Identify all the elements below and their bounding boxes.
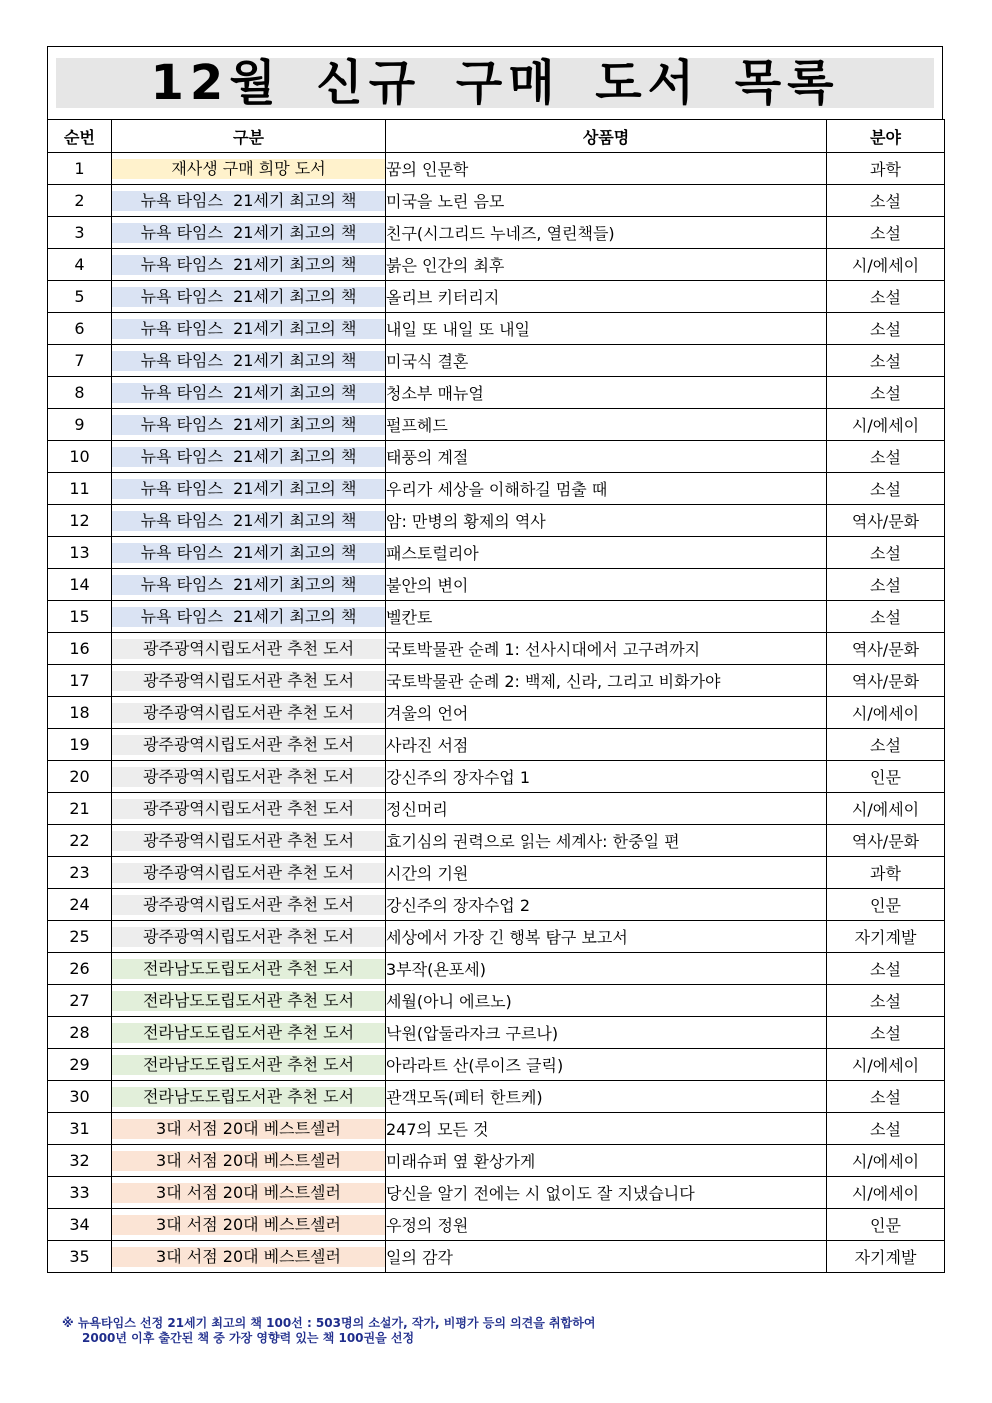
book-title: 내일 또 내일 또 내일 — [386, 313, 827, 345]
row-category-cell — [112, 569, 386, 601]
row-category-cell — [112, 313, 386, 345]
category-label: 뉴욕 타임스 21세기 최고의 책 — [112, 319, 385, 339]
row-category-cell — [112, 1113, 386, 1145]
row-category-cell — [112, 793, 386, 825]
row-number: 14 — [48, 569, 112, 601]
category-label: 뉴욕 타임스 21세기 최고의 책 — [112, 415, 385, 435]
book-field: 자기계발 — [827, 921, 945, 953]
book-field: 인문 — [827, 761, 945, 793]
category-label: 3대 서점 20대 베스트셀러 — [112, 1247, 385, 1267]
table-row — [48, 1241, 945, 1273]
row-category-cell — [112, 1177, 386, 1209]
category-label: 전라남도도립도서관 추천 도서 — [112, 991, 385, 1011]
category-label: 뉴욕 타임스 21세기 최고의 책 — [112, 511, 385, 531]
row-category-cell — [112, 697, 386, 729]
book-title: 세월(아니 에르노) — [386, 985, 827, 1017]
category-label: 뉴욕 타임스 21세기 최고의 책 — [112, 575, 385, 595]
row-number: 4 — [48, 249, 112, 281]
category-label: 뉴욕 타임스 21세기 최고의 책 — [112, 479, 385, 499]
book-title: 시간의 기원 — [386, 857, 827, 889]
book-field: 인문 — [827, 1209, 945, 1241]
column-header-field: 분야 — [827, 120, 945, 153]
table-row — [48, 825, 945, 857]
row-category-cell — [112, 345, 386, 377]
category-label: 광주광역시립도서관 추천 도서 — [112, 927, 385, 947]
book-title: 당신을 알기 전에는 시 없이도 잘 지냈습니다 — [386, 1177, 827, 1209]
table-row — [48, 185, 945, 217]
title-background — [56, 55, 934, 111]
category-label: 전라남도도립도서관 추천 도서 — [112, 1087, 385, 1107]
book-field: 소설 — [827, 1113, 945, 1145]
category-label: 뉴욕 타임스 21세기 최고의 책 — [112, 383, 385, 403]
book-field: 소설 — [827, 441, 945, 473]
row-category-cell — [112, 409, 386, 441]
book-title: 불안의 변이 — [386, 569, 827, 601]
table-row — [48, 1049, 945, 1081]
row-number: 20 — [48, 761, 112, 793]
row-number: 31 — [48, 1113, 112, 1145]
row-category-cell — [112, 825, 386, 857]
row-category-cell — [112, 281, 386, 313]
row-category-cell — [112, 889, 386, 921]
row-number: 21 — [48, 793, 112, 825]
row-category-cell — [112, 537, 386, 569]
book-field: 소설 — [827, 1017, 945, 1049]
row-category-cell — [112, 1049, 386, 1081]
book-field: 소설 — [827, 313, 945, 345]
book-field: 과학 — [827, 857, 945, 889]
table-row — [48, 1081, 945, 1113]
table-row — [48, 153, 945, 185]
page-title: 12월 신규 구매 도서 목록 — [150, 55, 840, 111]
table-row — [48, 985, 945, 1017]
row-number: 18 — [48, 697, 112, 729]
row-category-cell — [112, 217, 386, 249]
book-title: 태풍의 계절 — [386, 441, 827, 473]
table-row — [48, 953, 945, 985]
category-label: 3대 서점 20대 베스트셀러 — [112, 1119, 385, 1139]
category-label: 뉴욕 타임스 21세기 최고의 책 — [112, 255, 385, 275]
table-row — [48, 1113, 945, 1145]
book-title: 친구(시그리드 누네즈, 열린책들) — [386, 217, 827, 249]
category-label: 광주광역시립도서관 추천 도서 — [112, 639, 385, 659]
table-row — [48, 889, 945, 921]
table-row — [48, 505, 945, 537]
row-number: 17 — [48, 665, 112, 697]
book-field: 소설 — [827, 473, 945, 505]
row-category-cell — [112, 761, 386, 793]
book-list-table — [47, 119, 945, 1273]
category-label: 전라남도도립도서관 추천 도서 — [112, 959, 385, 979]
category-label: 3대 서점 20대 베스트셀러 — [112, 1215, 385, 1235]
book-field: 소설 — [827, 185, 945, 217]
table-row — [48, 1209, 945, 1241]
book-field: 소설 — [827, 281, 945, 313]
row-number: 25 — [48, 921, 112, 953]
row-category-cell — [112, 1081, 386, 1113]
column-header-no: 순번 — [48, 120, 112, 153]
row-category-cell — [112, 1241, 386, 1273]
book-field: 소설 — [827, 569, 945, 601]
book-title: 효기심의 권력으로 읽는 세계사: 한중일 편 — [386, 825, 827, 857]
book-title: 미국을 노린 음모 — [386, 185, 827, 217]
row-category-cell — [112, 441, 386, 473]
row-number: 22 — [48, 825, 112, 857]
book-field: 소설 — [827, 217, 945, 249]
book-title: 세상에서 가장 긴 행복 탐구 보고서 — [386, 921, 827, 953]
table-row — [48, 377, 945, 409]
row-number: 27 — [48, 985, 112, 1017]
row-category-cell — [112, 1209, 386, 1241]
category-label: 광주광역시립도서관 추천 도서 — [112, 831, 385, 851]
table-row — [48, 281, 945, 313]
book-title: 우리가 세상을 이해하길 멈출 때 — [386, 473, 827, 505]
row-number: 9 — [48, 409, 112, 441]
book-field: 역사/문화 — [827, 825, 945, 857]
category-label: 3대 서점 20대 베스트셀러 — [112, 1151, 385, 1171]
table-row — [48, 409, 945, 441]
category-label: 광주광역시립도서관 추천 도서 — [112, 895, 385, 915]
table-row — [48, 569, 945, 601]
book-field: 과학 — [827, 153, 945, 185]
book-title: 3부작(욘포세) — [386, 953, 827, 985]
book-field: 시/에세이 — [827, 793, 945, 825]
book-title: 사라진 서점 — [386, 729, 827, 761]
table-row — [48, 217, 945, 249]
table-header-row — [48, 120, 945, 153]
category-label: 광주광역시립도서관 추천 도서 — [112, 735, 385, 755]
row-number: 6 — [48, 313, 112, 345]
row-number: 28 — [48, 1017, 112, 1049]
row-number: 16 — [48, 633, 112, 665]
category-label: 광주광역시립도서관 추천 도서 — [112, 767, 385, 787]
category-label: 광주광역시립도서관 추천 도서 — [112, 671, 385, 691]
table-row — [48, 665, 945, 697]
row-category-cell — [112, 921, 386, 953]
footnote-line-1: ※ 뉴욕타임스 선정 21세기 최고의 책 100선 : 503명의 소설가, 작가, 비평가 등의 의견을 취합하여 — [62, 1316, 596, 1330]
book-field: 시/에세이 — [827, 1049, 945, 1081]
book-field: 시/에세이 — [827, 409, 945, 441]
book-field: 소설 — [827, 953, 945, 985]
table-row — [48, 345, 945, 377]
table-row — [48, 729, 945, 761]
table-row — [48, 793, 945, 825]
book-title: 일의 감각 — [386, 1241, 827, 1273]
column-header-title: 상품명 — [386, 120, 827, 153]
row-number: 8 — [48, 377, 112, 409]
row-number: 33 — [48, 1177, 112, 1209]
book-title: 관객모독(페터 한트케) — [386, 1081, 827, 1113]
table-row — [48, 1145, 945, 1177]
book-title: 우정의 정원 — [386, 1209, 827, 1241]
category-label: 뉴욕 타임스 21세기 최고의 책 — [112, 447, 385, 467]
book-field: 소설 — [827, 537, 945, 569]
category-label: 뉴욕 타임스 21세기 최고의 책 — [112, 607, 385, 627]
book-title: 아라라트 산(루이즈 글릭) — [386, 1049, 827, 1081]
book-field: 소설 — [827, 345, 945, 377]
book-title: 강신주의 장자수업 2 — [386, 889, 827, 921]
category-label: 뉴욕 타임스 21세기 최고의 책 — [112, 223, 385, 243]
row-number: 3 — [48, 217, 112, 249]
book-field: 역사/문화 — [827, 633, 945, 665]
book-field: 인문 — [827, 889, 945, 921]
book-title: 겨울의 언어 — [386, 697, 827, 729]
row-category-cell — [112, 1017, 386, 1049]
category-label: 재사생 구매 희망 도서 — [112, 159, 385, 179]
row-category-cell — [112, 1145, 386, 1177]
row-category-cell — [112, 729, 386, 761]
book-field: 역사/문화 — [827, 505, 945, 537]
table-row — [48, 313, 945, 345]
book-field: 소설 — [827, 601, 945, 633]
category-label: 뉴욕 타임스 21세기 최고의 책 — [112, 543, 385, 563]
row-number: 29 — [48, 1049, 112, 1081]
book-field: 소설 — [827, 729, 945, 761]
row-number: 32 — [48, 1145, 112, 1177]
book-field: 자기계발 — [827, 1241, 945, 1273]
table-row — [48, 633, 945, 665]
book-title: 낙원(압둘라자크 구르나) — [386, 1017, 827, 1049]
book-field: 시/에세이 — [827, 1145, 945, 1177]
book-title: 암: 만병의 황제의 역사 — [386, 505, 827, 537]
table-row — [48, 441, 945, 473]
footnote — [62, 1316, 922, 1346]
column-header-category: 구분 — [112, 120, 386, 153]
category-label: 3대 서점 20대 베스트셀러 — [112, 1183, 385, 1203]
row-number: 13 — [48, 537, 112, 569]
book-title: 붉은 인간의 최후 — [386, 249, 827, 281]
table-row — [48, 249, 945, 281]
category-label: 광주광역시립도서관 추천 도서 — [112, 703, 385, 723]
book-field: 시/에세이 — [827, 697, 945, 729]
row-category-cell — [112, 953, 386, 985]
table-row — [48, 601, 945, 633]
table-row — [48, 1017, 945, 1049]
book-title: 미국식 결혼 — [386, 345, 827, 377]
book-title: 국토박물관 순례 2: 백제, 신라, 그리고 비화가야 — [386, 665, 827, 697]
title-box — [47, 47, 943, 119]
table-row — [48, 697, 945, 729]
table-row — [48, 537, 945, 569]
row-number: 1 — [48, 153, 112, 185]
row-category-cell — [112, 985, 386, 1017]
table-row — [48, 921, 945, 953]
book-field: 역사/문화 — [827, 665, 945, 697]
row-category-cell — [112, 633, 386, 665]
book-field: 소설 — [827, 377, 945, 409]
row-number: 5 — [48, 281, 112, 313]
book-title: 올리브 키터리지 — [386, 281, 827, 313]
book-title: 패스토럴리아 — [386, 537, 827, 569]
row-number: 10 — [48, 441, 112, 473]
category-label: 광주광역시립도서관 추천 도서 — [112, 863, 385, 883]
row-category-cell — [112, 185, 386, 217]
book-field: 시/에세이 — [827, 1177, 945, 1209]
book-field: 소설 — [827, 1081, 945, 1113]
row-number: 35 — [48, 1241, 112, 1273]
row-category-cell — [112, 377, 386, 409]
row-number: 19 — [48, 729, 112, 761]
row-number: 15 — [48, 601, 112, 633]
row-number: 7 — [48, 345, 112, 377]
row-number: 2 — [48, 185, 112, 217]
book-title: 미래슈퍼 옆 환상가게 — [386, 1145, 827, 1177]
category-label: 전라남도도립도서관 추천 도서 — [112, 1055, 385, 1075]
row-category-cell — [112, 505, 386, 537]
table-row — [48, 1177, 945, 1209]
book-title: 청소부 매뉴얼 — [386, 377, 827, 409]
book-title: 펄프헤드 — [386, 409, 827, 441]
row-category-cell — [112, 857, 386, 889]
row-number: 34 — [48, 1209, 112, 1241]
table-row — [48, 857, 945, 889]
book-title: 꿈의 인문학 — [386, 153, 827, 185]
row-number: 12 — [48, 505, 112, 537]
row-category-cell — [112, 601, 386, 633]
book-title: 강신주의 장자수업 1 — [386, 761, 827, 793]
book-field: 소설 — [827, 985, 945, 1017]
row-category-cell — [112, 249, 386, 281]
row-category-cell — [112, 665, 386, 697]
row-category-cell — [112, 473, 386, 505]
row-number: 23 — [48, 857, 112, 889]
book-field: 시/에세이 — [827, 249, 945, 281]
category-label: 전라남도도립도서관 추천 도서 — [112, 1023, 385, 1043]
row-number: 26 — [48, 953, 112, 985]
footnote-line-2: 2000년 이후 출간된 책 중 가장 영향력 있는 책 100권을 선정 — [82, 1331, 415, 1345]
category-label: 뉴욕 타임스 21세기 최고의 책 — [112, 191, 385, 211]
book-title: 국토박물관 순례 1: 선사시대에서 고구려까지 — [386, 633, 827, 665]
category-label: 광주광역시립도서관 추천 도서 — [112, 799, 385, 819]
book-title: 정신머리 — [386, 793, 827, 825]
table-row — [48, 473, 945, 505]
row-number: 24 — [48, 889, 112, 921]
row-category-cell — [112, 153, 386, 185]
table-row — [48, 761, 945, 793]
row-number: 11 — [48, 473, 112, 505]
book-title: 247의 모든 것 — [386, 1113, 827, 1145]
book-title: 벨칸토 — [386, 601, 827, 633]
row-number: 30 — [48, 1081, 112, 1113]
category-label: 뉴욕 타임스 21세기 최고의 책 — [112, 287, 385, 307]
category-label: 뉴욕 타임스 21세기 최고의 책 — [112, 351, 385, 371]
